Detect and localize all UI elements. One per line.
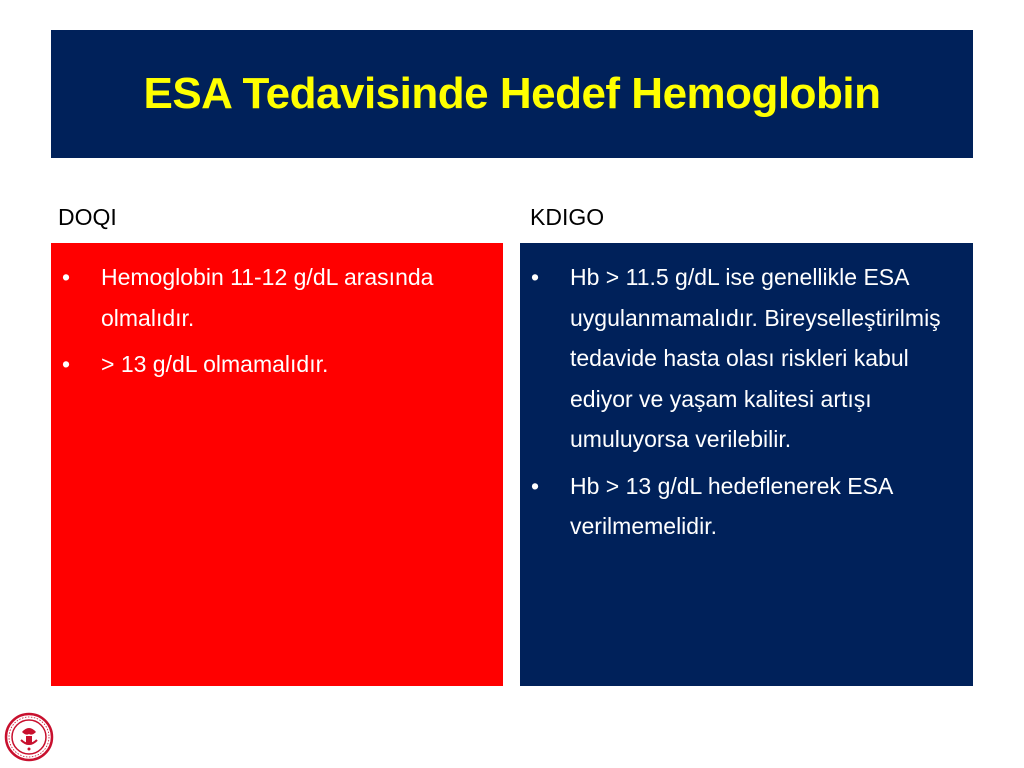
- slide-title: ESA Tedavisinde Hedef Hemoglobin: [143, 69, 881, 118]
- list-item: [528, 257, 959, 460]
- kdigo-bullet-list: [528, 257, 959, 547]
- bullet-icon: •: [531, 264, 540, 290]
- university-seal-icon: [4, 712, 54, 762]
- bullet-icon: •: [62, 351, 71, 377]
- seal-graphic: [4, 712, 54, 762]
- column-header-doqi: DOQI: [58, 204, 117, 230]
- list-item: [59, 344, 489, 385]
- list-item: [59, 257, 489, 338]
- kdigo-panel: [520, 243, 973, 686]
- title-bar: [51, 30, 973, 158]
- bullet-icon: •: [531, 472, 540, 499]
- bullet-text: Hb > 13 g/dL hedeflenerek ESA verilmemelidir.: [570, 472, 893, 539]
- doqi-bullet-list: [59, 257, 489, 385]
- doqi-panel: [51, 243, 503, 686]
- bullet-text: Hb > 11.5 g/dL ise genellikle ESA uygulanmamalıdır. Bireyselleştirilmiş tedavide hasta olası riskleri kabul ediyor ve yaşam kalitesi artışı umuluyorsa verilebilir.: [570, 264, 941, 452]
- bullet-text: > 13 g/dL olmamalıdır.: [101, 351, 329, 377]
- list-item: [528, 466, 959, 547]
- bullet-text: Hemoglobin 11-12 g/dL arasında olmalıdır.: [101, 264, 434, 331]
- column-header-kdigo: KDIGO: [530, 204, 605, 230]
- bullet-icon: •: [62, 264, 71, 290]
